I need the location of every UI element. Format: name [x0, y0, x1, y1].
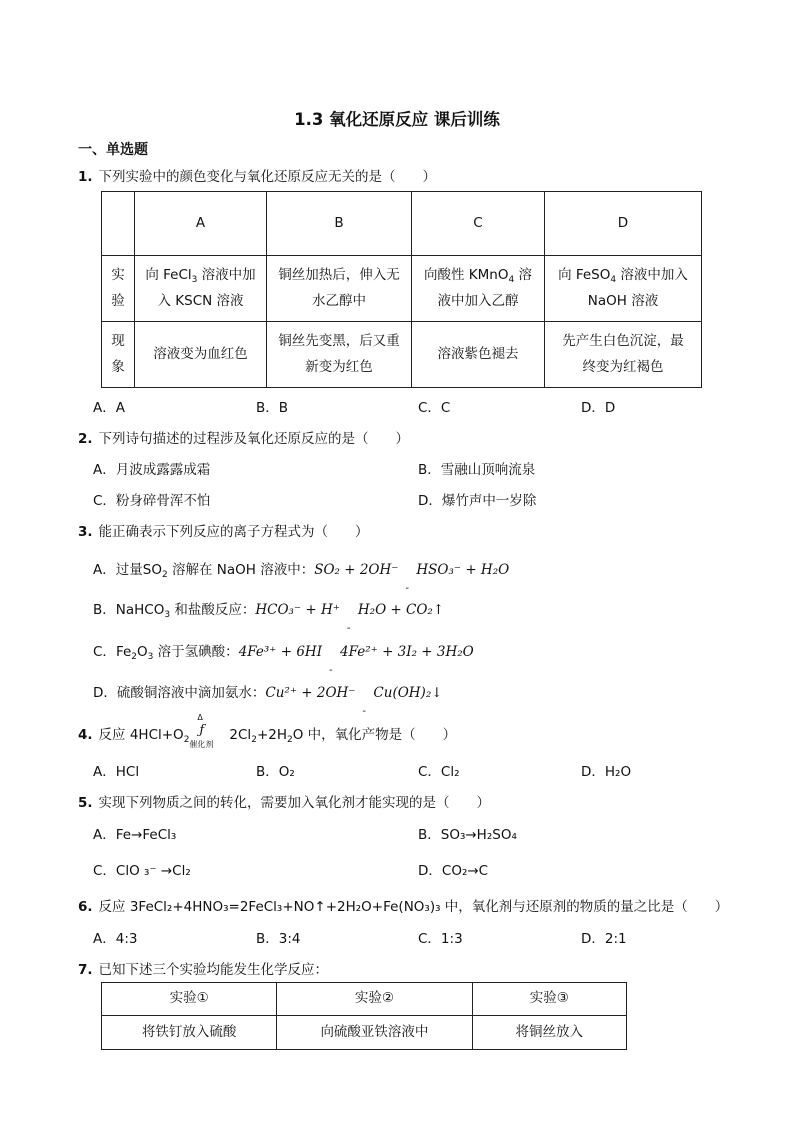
table-header: 实验①	[102, 983, 277, 1016]
table-header: 实验③	[472, 983, 626, 1016]
question-text: 能正确表示下列反应的离子方程式为（ ）	[98, 524, 369, 540]
option-c[interactable]: C．1:3	[418, 931, 463, 947]
question-text: 实现下列物质之间的转化，需要加入氧化剂才能实现的是（ ）	[98, 795, 491, 811]
q1-table	[101, 191, 702, 388]
question-number: 6.	[78, 899, 93, 915]
table-cell: 向 FeSO$_4$ 溶液中加入 NaOH 溶液	[545, 256, 702, 322]
question-text: 下列实验中的颜色变化与氧化还原反应无关的是（ ）	[98, 169, 437, 185]
table-corner	[102, 192, 135, 256]
table-header: C	[412, 192, 545, 256]
table-cell: 向 FeCl$_3$ 溶液中加 入 KSCN 溶液	[135, 256, 267, 322]
option-b[interactable]: B．SO₃→H₂SO₄	[418, 827, 517, 843]
option-c[interactable]: C．ClO ₃⁻ →Cl₂	[93, 863, 191, 879]
option-d[interactable]: D．2:1	[581, 931, 627, 947]
question-number: 4.	[78, 727, 93, 743]
question-7	[78, 958, 328, 978]
question-number: 3.	[78, 524, 93, 540]
table-cell: 铜丝加热后，伸入无 水乙醇中	[267, 256, 412, 322]
table-cell: 向酸性 KMnO$_4$ 溶 液中加入乙醇	[412, 256, 545, 322]
page-title: 1.3 氧化还原反应 课后训练	[294, 110, 500, 129]
option-b[interactable]: B．B	[256, 400, 289, 416]
table-header: A	[135, 192, 267, 256]
option-c[interactable]: C．C	[418, 400, 451, 416]
option-b[interactable]: B．3:4	[256, 931, 301, 947]
option-d[interactable]: D．D	[581, 400, 616, 416]
option-d[interactable]: D．爆竹声中一岁除	[418, 493, 537, 509]
option-a[interactable]: A．Fe→FeCl₃	[93, 827, 177, 843]
option-a[interactable]: A．4:3	[93, 931, 138, 947]
option-a[interactable]: A．月波成露露成霜	[93, 462, 211, 478]
table-cell: 溶液紫色褪去	[412, 322, 545, 388]
question-1	[78, 165, 436, 185]
question-3	[78, 520, 369, 540]
option-d[interactable]: D．H₂O	[581, 764, 632, 780]
question-5	[78, 791, 490, 811]
option-c[interactable]: C．Cl₂	[418, 764, 460, 780]
section-heading: 一、单选题	[78, 142, 148, 158]
question-number: 1.	[78, 169, 93, 185]
question-6	[78, 895, 728, 915]
table-cell: 将铜丝放入	[472, 1016, 626, 1050]
option-b[interactable]: B．雪融山顶响流泉	[418, 462, 536, 478]
question-text: 已知下述三个实验均能发生化学反应：	[98, 962, 329, 978]
q7-table	[101, 982, 627, 1050]
option-c[interactable]: C．$Fe_2O_3$ 溶于氢碘酸：4Fe³⁺ + 6HI 4Fe²⁺ + 3I₂ + 3H₂O	[93, 644, 474, 662]
question-2	[78, 427, 409, 447]
table-cell: 向硫酸亚铁溶液中	[277, 1016, 472, 1050]
reaction-condition: Δ ƒ 催化剂	[189, 713, 214, 749]
row-label: 现 象	[102, 322, 135, 388]
question-text: 下列诗句描述的过程涉及氧化还原反应的是（ ）	[98, 431, 410, 447]
option-b[interactable]: B．O₂	[256, 764, 295, 780]
question-text: 反应 3FeCl₂+4HNO₃=2FeCl₃+NO↑+2H₂O+Fe(NO₃)₃ 中，氧化剂与还原剂的物质的量之比是（ ）	[98, 899, 729, 915]
table-cell: 将铁钉放入硫酸	[102, 1016, 277, 1050]
option-c[interactable]: C．粉身碎骨浑不怕	[93, 493, 211, 509]
table-cell: 溶液变为血红色	[135, 322, 267, 388]
table-cell: 铜丝先变黑，后又重 新变为红色	[267, 322, 412, 388]
table-header: 实验②	[277, 983, 472, 1016]
option-b[interactable]: B．NaHCO$_3$ 和盐酸反应：HCO₃⁻ + H⁺ H₂O + CO₂↑	[93, 602, 445, 620]
row-label: 实 验	[102, 256, 135, 322]
table-header: D	[545, 192, 702, 256]
question-number: 7.	[78, 962, 93, 978]
question-4: 4. 反应 $4HCl+O_2$ Δ ƒ 催化剂 $2Cl_2+2H_2O$ 中，氧化产物是（ ）	[78, 713, 457, 749]
option-d[interactable]: D．CO₂→C	[418, 863, 489, 879]
option-a[interactable]: A．过量$SO_2$ 溶解在 NaOH 溶液中：SO₂ + 2OH⁻ HSO₃⁻ + H₂O	[93, 562, 510, 580]
table-cell: 先产生白色沉淀，最 终变为红褐色	[545, 322, 702, 388]
question-number: 2.	[78, 431, 93, 447]
option-a[interactable]: A．HCl	[93, 764, 140, 780]
option-a[interactable]: A．A	[93, 400, 125, 416]
option-d[interactable]: D．硫酸铜溶液中滴加氨水：Cu²⁺ + 2OH⁻ Cu(OH)₂↓	[93, 685, 443, 701]
table-header: B	[267, 192, 412, 256]
question-number: 5.	[78, 795, 93, 811]
